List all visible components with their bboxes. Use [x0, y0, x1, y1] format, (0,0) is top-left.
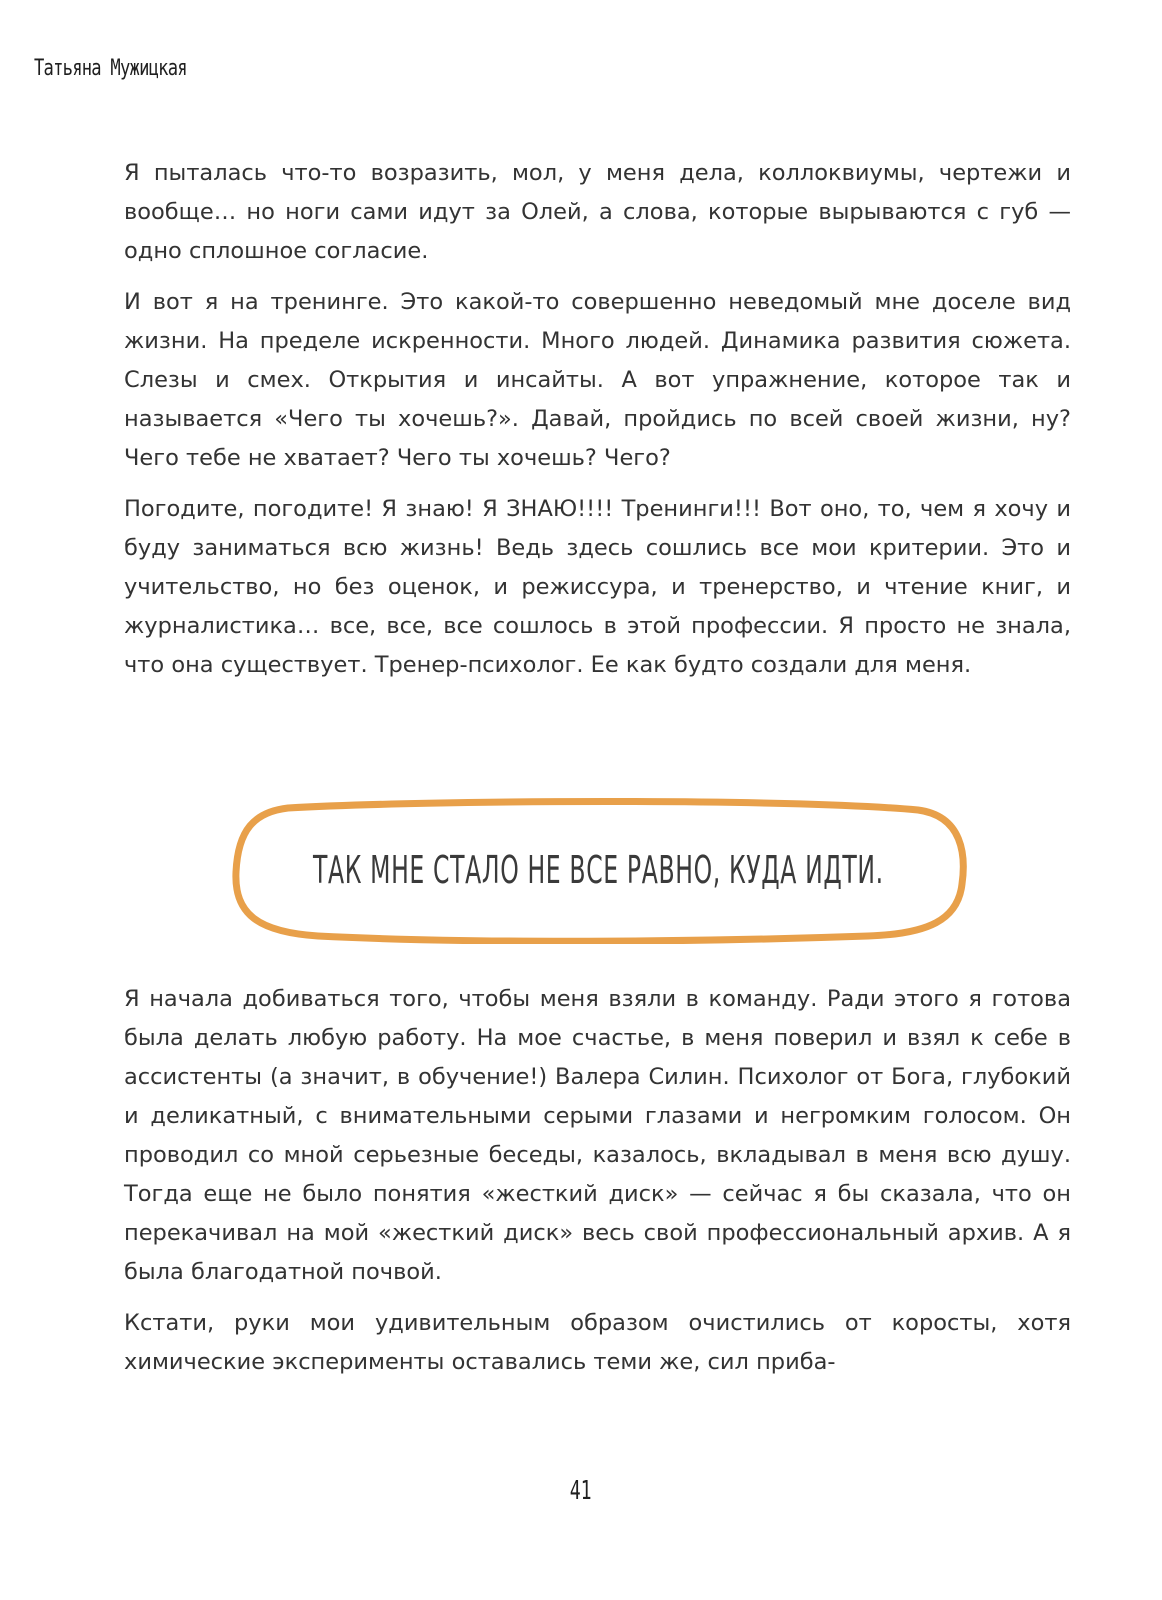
pull-quote-callout: [228, 796, 968, 944]
pull-quote-text: [228, 796, 968, 944]
running-head-author: Татьяна Мужицкая: [34, 56, 187, 81]
paragraph: Я пыталась что-то возразить, мол, у меня дела, коллоквиумы, чертежи и вообще… но ноги сами идут за Олей, а слова, которые вырываются с губ — одно сплошное согласие.: [124, 160, 1071, 264]
text-block-bottom: [124, 980, 1071, 1394]
paragraph: Я начала добиваться того, чтобы меня взяли в команду. Ради этого я готова была делать любую работу. На мое счастье, в меня поверил и взял к себе в ассистенты (а значит, в обучение!) Валера Силин. Психолог от Бога, глубокий и деликатный, с внимательными серыми глазами и негромким голосом. Он проводил со мной серьезные беседы, казалось, вкладывал в меня всю душу. Тогда еще не было понятия «жесткий диск» — сейчас я бы сказала, что он перекачивал на мой «жесткий диск» весь свой профессиональный архив. А я была благодатной почвой.: [124, 986, 1071, 1285]
page-number-label: 41: [570, 1476, 592, 1506]
paragraph: И вот я на тренинге. Это какой-то совершенно неведомый мне доселе вид жизни. На пределе искренности. Много людей. Динамика развития сюжета. Слезы и смех. Открытия и инсайты. А вот упражнение, которое так и называется «Чего ты хочешь?». Давай, пройдись по всей своей жизни, ну? Чего тебе не хватает? Чего ты хочешь? Чего?: [124, 289, 1071, 471]
pull-quote-label: ТАК МНЕ СТАЛО НЕ ВСЕ РАВНО, КУДА ИДТИ.: [312, 848, 884, 892]
text-block-top: [124, 154, 1071, 697]
paragraph: Погодите, погодите! Я знаю! Я ЗНАЮ!!!! Тренинги!!! Вот оно, то, чем я хочу и буду заниматься всю жизнь! Ведь здесь сошлись все мои критерии. Это и учительство, но без оценок, и режиссура, и тренерство, и чтение книг, и журналистика… все, все, все сошлось в этой профессии. Я просто не знала, что она существует. Тренер-психолог. Ее как будто создали для меня.: [124, 496, 1071, 678]
page-number: [0, 1476, 1162, 1506]
paragraph: Кстати, руки мои удивительным образом очистились от коросты, хотя химические эксперименты оставались теми же, сил приба-: [124, 1310, 1071, 1375]
